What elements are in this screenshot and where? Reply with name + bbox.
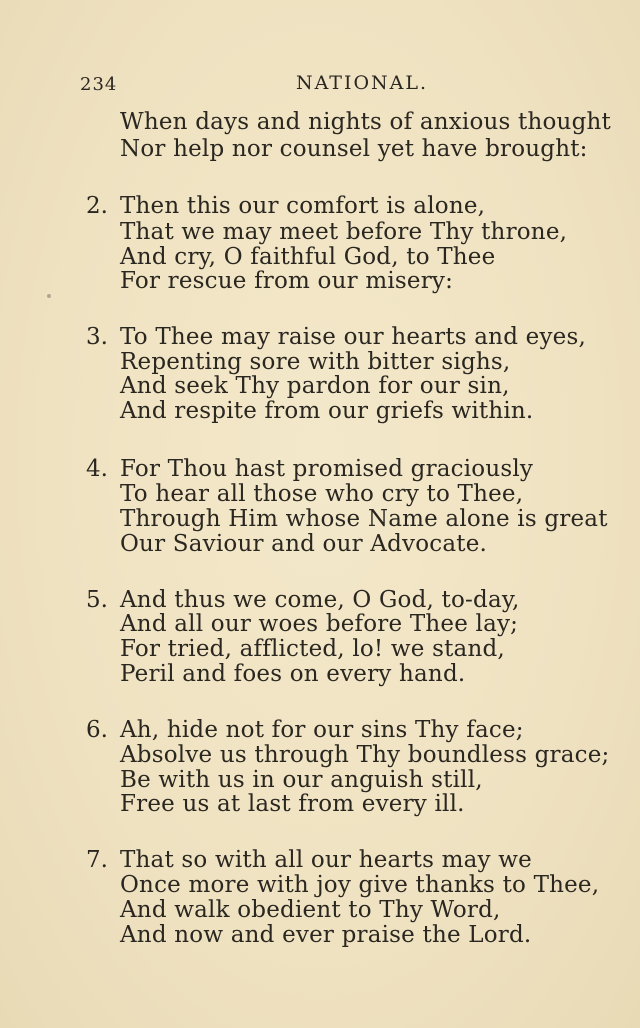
hymn-line: Nor help nor counsel yet have brought:: [120, 136, 588, 162]
hymn-line: And walk obedient to Thy Word,: [120, 897, 501, 923]
hymn-line: And thus we come, O God, to-day,: [120, 587, 520, 613]
hymn-line: And respite from our griefs within.: [120, 398, 534, 424]
hymn-line: Ah, hide not for our sins Thy face;: [120, 717, 524, 743]
hymn-line: Be with us in our anguish still,: [120, 767, 483, 793]
page-header: [0, 70, 640, 100]
stanza-number: 2.: [86, 193, 108, 219]
page-number: 234: [80, 74, 118, 95]
hymn-line: For rescue from our misery:: [120, 268, 454, 294]
hymn-line: And all our woes before Thee lay;: [120, 611, 519, 637]
hymn-line: For tried, afflicted, lo! we stand,: [120, 636, 505, 662]
stanza-number: 3.: [86, 324, 108, 350]
running-title: NATIONAL.: [296, 72, 429, 94]
hymn-line: For Thou hast promised graciously: [120, 456, 534, 482]
hymn-line: Repenting sore with bitter sighs,: [120, 349, 511, 375]
hymn-line: Absolve us through Thy boundless grace;: [120, 742, 610, 768]
stanza-number: 6.: [86, 717, 108, 743]
stanza-number: 7.: [86, 847, 108, 873]
hymn-line: And now and ever praise the Lord.: [120, 922, 532, 948]
hymn-line: Free us at last from every ill.: [120, 791, 465, 817]
hymn-line: Through Him whose Name alone is great: [120, 506, 608, 532]
hymn-line: And seek Thy pardon for our sin,: [120, 373, 510, 399]
hymn-line: When days and nights of anxious thought: [120, 109, 611, 135]
hymn-line: That so with all our hearts may we: [120, 847, 532, 873]
stanza-number: 4.: [86, 456, 108, 482]
hymn-line: Our Saviour and our Advocate.: [120, 531, 488, 557]
paper-speck: [47, 294, 51, 298]
hymn-line: To hear all those who cry to Thee,: [120, 481, 524, 507]
stanza-number: 5.: [86, 587, 108, 613]
hymn-line: Then this our comfort is alone,: [120, 193, 486, 219]
hymn-line: To Thee may raise our hearts and eyes,: [120, 324, 586, 350]
hymn-line: Peril and foes on every hand.: [120, 661, 466, 687]
hymn-line: And cry, O faithful God, to Thee: [120, 244, 496, 270]
hymn-line: That we may meet before Thy throne,: [120, 219, 568, 245]
hymn-line: Once more with joy give thanks to Thee,: [120, 872, 600, 898]
